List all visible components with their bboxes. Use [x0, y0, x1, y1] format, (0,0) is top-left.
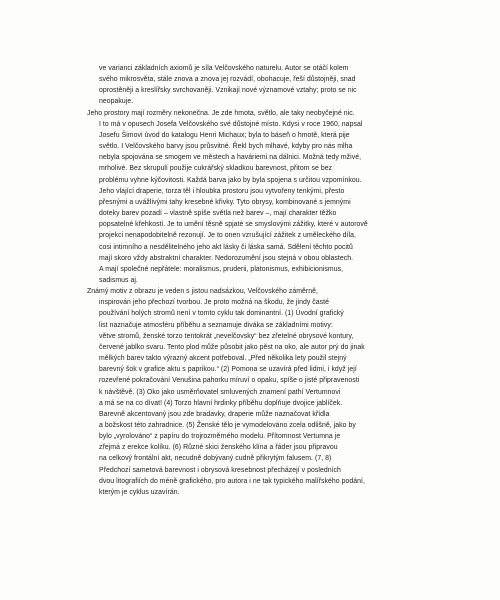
- text-line: a má se na co dívat! (4) Torzo hlavní hrdinky příběhu doplňuje dvojice jablíček.: [99, 399, 343, 407]
- text-line: Barevně akcentovaný jsou zde bradavky, draperie může naznačovat křídla: [99, 410, 330, 418]
- text-line: Předchozí sametová barevnost i obrysová kresebnost přecházejí v posledních: [99, 466, 341, 474]
- text-line: cosi intimního a nesdělitelného jeho akt lásky či láska samá. Sdělení těchto pocitů: [99, 243, 353, 251]
- text-line: bylo „vyrolováno“ z papíru do trojrozměrného modelu. Přítomnost Vertumna je: [99, 433, 341, 441]
- text-line: větve stromů, ženské torzo tentokrát „nevelčovsky“ bez zřetelné obrysové kontury,: [99, 332, 354, 340]
- text-line: I to má v opusech Josefa Velčovského své důstojné místo. Kdysi v roce 1960, napsal: [99, 120, 363, 128]
- text-line: popsatelné křehkosti. Je to umění těsně spjaté se smyslovými zážitky, které v autorově: [99, 221, 368, 229]
- text-line: kterým je cyklus uzavírán.: [99, 488, 180, 496]
- text-line: Josefu Šimovi úvod do katalogu Henri Michaux; byla to báseň o hmotě, která pije: [99, 131, 350, 139]
- text-line: svého mikrosvěta, stále znova a znova jej rozvádí, obohacuje, řeší důstojněji, snad: [99, 76, 356, 84]
- body-text: [87, 63, 399, 498]
- text-line: mají skoro vždy abstraktní charakter. Nedorozumění jsou stejná v obou oblastech.: [99, 254, 354, 262]
- text-line: barevný šok v grafice aktu s paprikou.“ (2) Pomona se uzavírá před lidmi, i když její: [99, 366, 357, 374]
- text-line: na celkový frontální akt, necudně dobývaný cudně přikrytým falusem. (7, 8): [99, 455, 332, 463]
- text-line: červené jablko svaru. Tento plod může působit jako pěst na oko, ale autor prý do jinak: [99, 343, 365, 351]
- text-line: používání holých stromů není v tomto cyklu tak dominantní. (1) Úvodní grafický: [99, 310, 344, 318]
- text-line: ve varianci základních axiomů je síla Velčovského naturelu. Autor se otáčí kolem: [99, 65, 349, 72]
- text-line: k návštěvě. (3) Oko jako usměrňovatel smluvených znamení pathí Vertumnovi: [99, 388, 341, 396]
- text-line: přesnými a uvážlivými tahy kresebné křivky. Tyto obrysy, kombinované s jemnými: [99, 198, 351, 206]
- text-line: mrholivé. Bez skrupulí použije cukrářský skladkou barevnost, přitom se bez: [99, 165, 333, 173]
- text-line: list naznačuje atmosféru příběhu a seznamuje diváka se základními motivy:: [99, 321, 333, 329]
- text-line: oprostěněji a kreslířsky svrchovaněji. Vznikají nové významové vztahy; proto se nic: [99, 87, 357, 95]
- text-line: A mají společné nepřátele: moralismus, pruderii, platonismus, exhibicionismus,: [99, 265, 344, 273]
- text-line: neopakuje.: [99, 98, 134, 106]
- text-line: problému vyhne kýčovitosti. Každá barva jako by byla spojena s určitou vzpomínkou.: [99, 176, 362, 184]
- text-line: Jeho prostory mají rozměry nekonečna. Je zde hmota, světlo, ale taky neobyčejné nic.: [87, 109, 355, 117]
- text-line: zřejmá z erekce kolíku. (6) Různé skici ženského klína a řáder jsou připravou: [99, 444, 338, 452]
- text-line: projekci nenapodobitelně rezonují. Je to onen vzrušující zážitek z uměleckého díla,: [99, 232, 356, 240]
- text-line: inspirován jeho přechozí tvorbou. Je proto možná na škodu, že jindy časté: [99, 299, 330, 307]
- text-line: dvou litografiích do méně grafického, pro autora i ne tak typického malířského podání,: [99, 477, 365, 485]
- text-line: a božskost této zahradnice. (5) Ženské tělo je vymodelováno zcela odlišně, jako by: [99, 422, 356, 429]
- text-line: mělkých barev takto výrazný akcent potřeboval. „Před několika lety použil stejný: [99, 355, 347, 363]
- text-line: nebyla spojována se smogem ve městech a haváriemi na dálnici. Možná tedy mživé,: [99, 154, 362, 162]
- text-line: Známý motiv z obrazu je veden s jistou nadsázkou, Velčovského záměrně,: [87, 288, 319, 296]
- text-line: rozevřené pokračování Venušina pahorku míruví o opaku, spíše o jisté připravenosti: [99, 377, 360, 385]
- text-line: doteky barev pozadí – vlastně spíše světla než barev –, mají charakter těžko: [99, 210, 337, 218]
- text-line: Jeho vlající draperie, torza těl i hloubka prostoru jsou vytvořeny tenkými, přesto: [99, 187, 345, 195]
- text-line: světlo. I Velčovského barvy jsou průsvitné. Řekl bych mlhavé, kdyby pro nás mlha: [99, 143, 353, 151]
- text-line: sadismus aj.: [99, 276, 138, 284]
